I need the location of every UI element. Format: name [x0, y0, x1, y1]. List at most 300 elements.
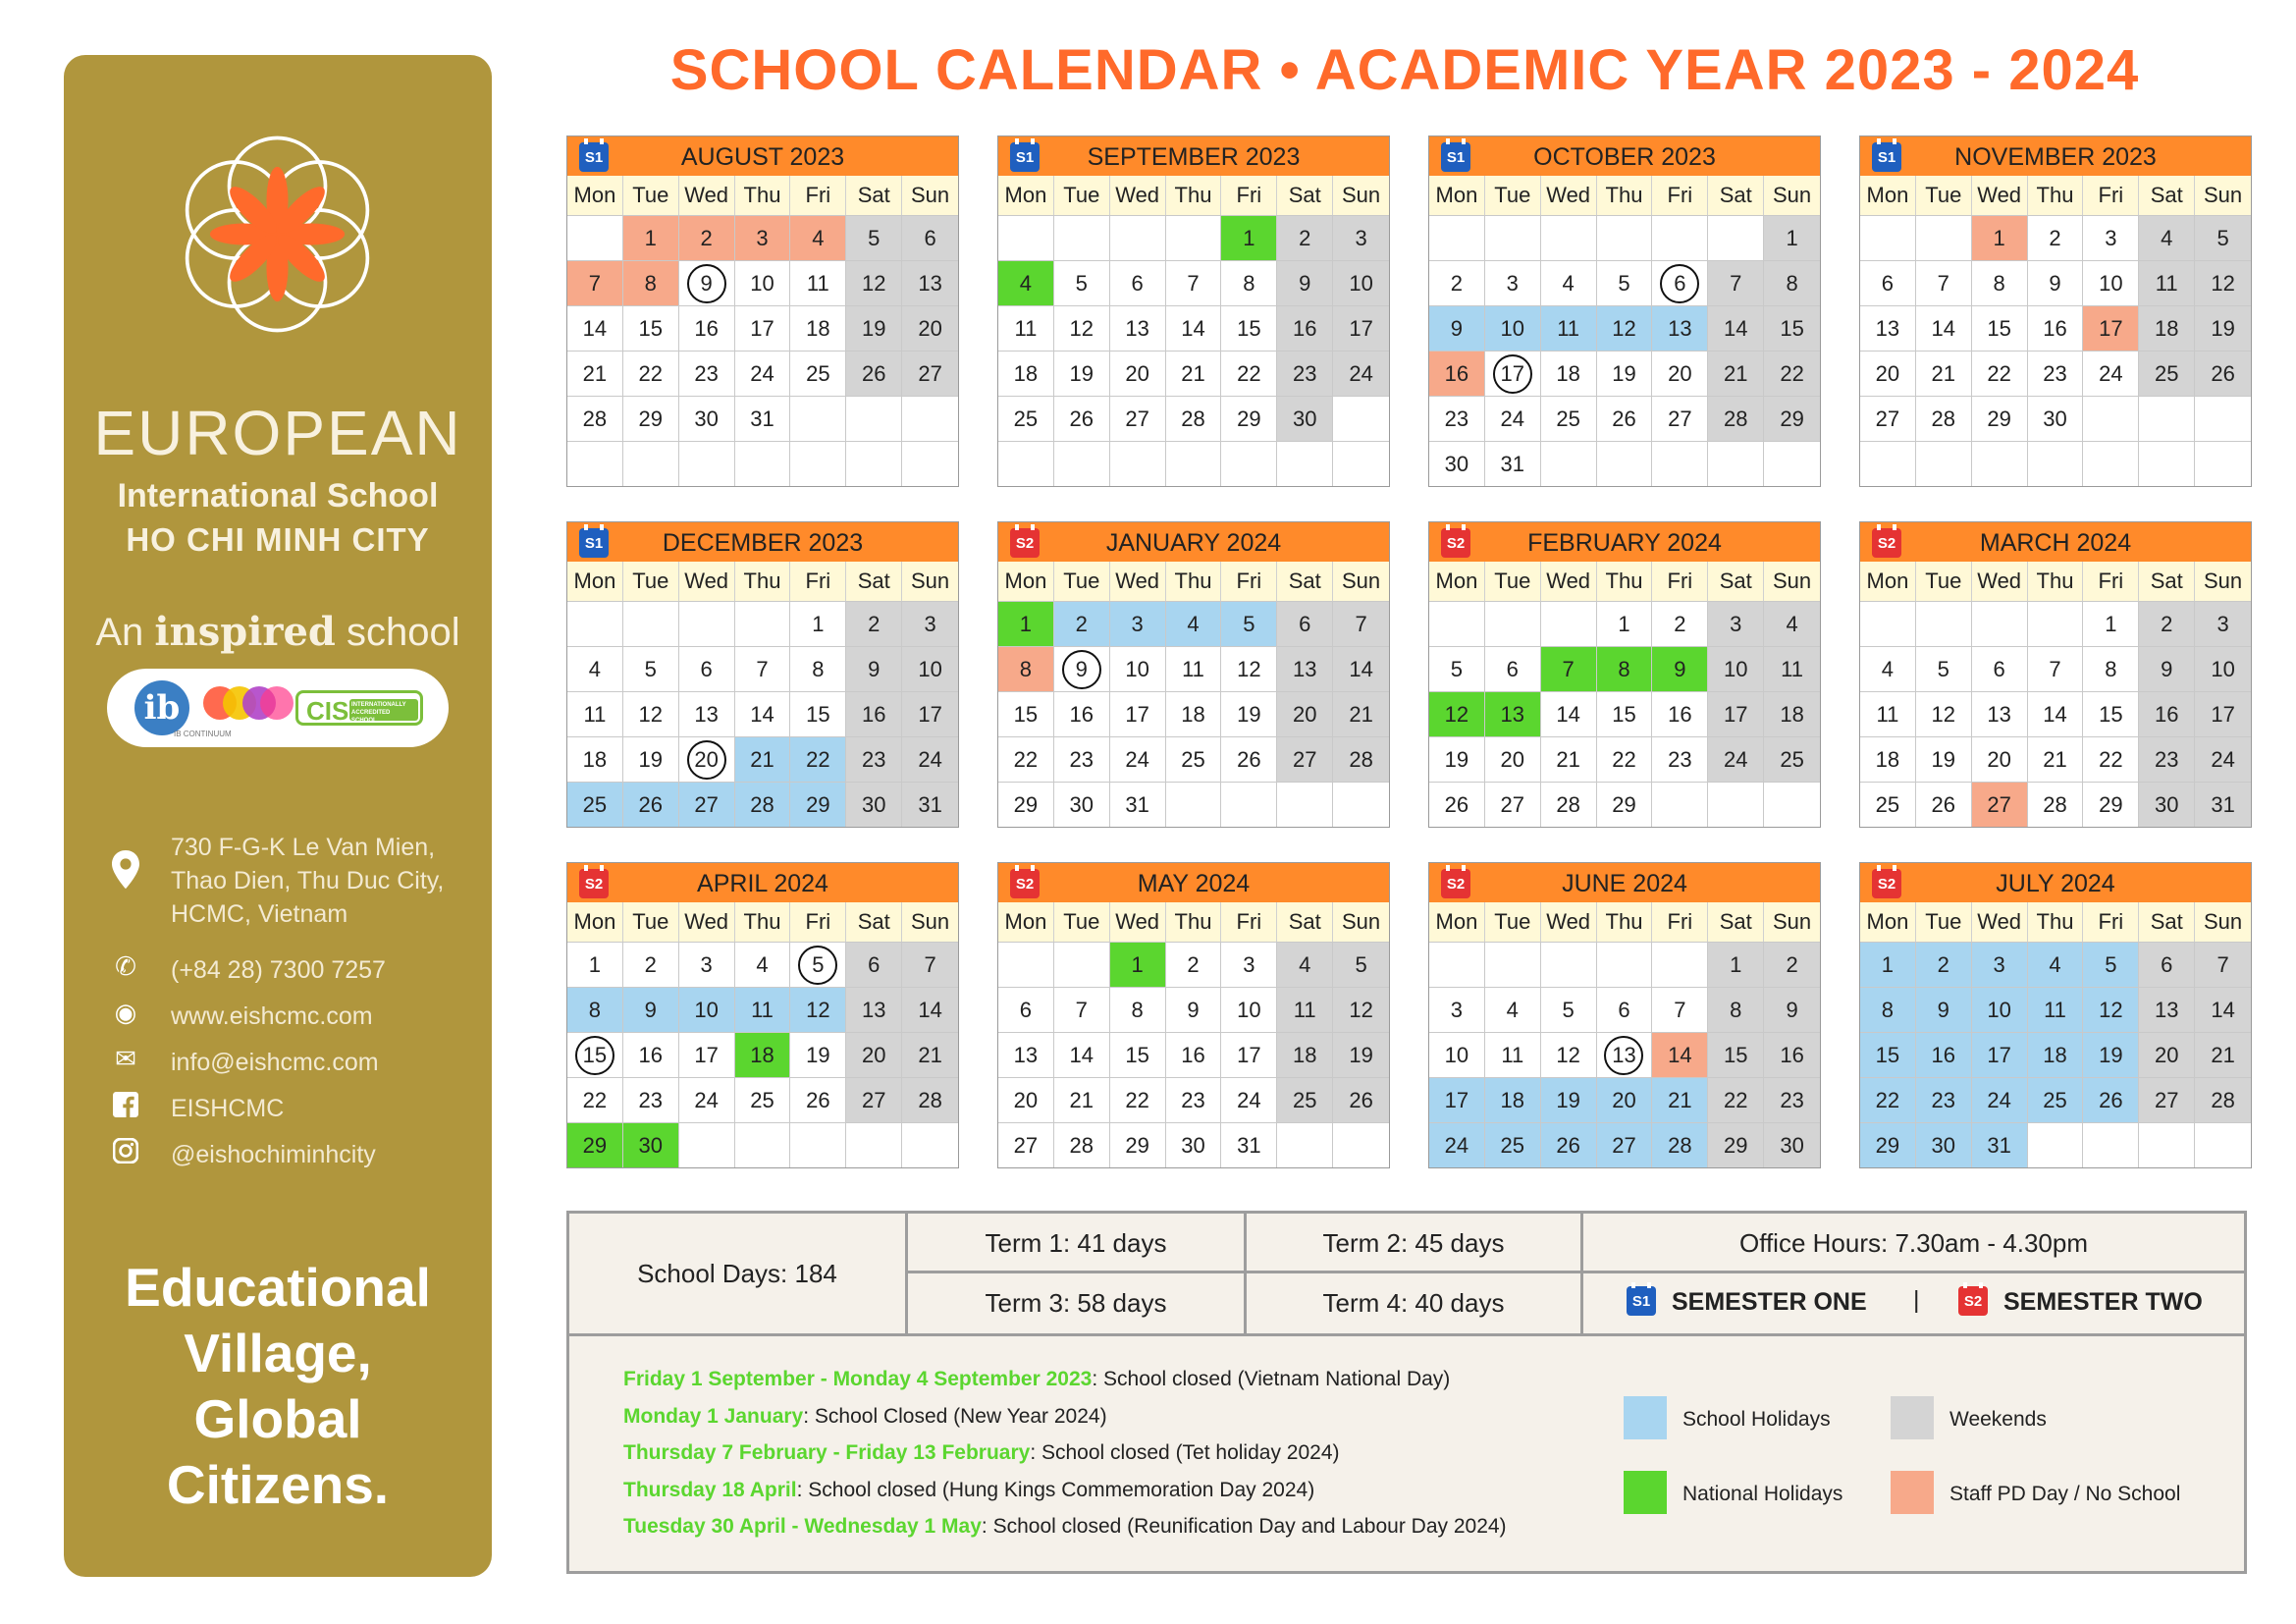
day-cell: 9 [2028, 260, 2084, 305]
empty-cell [2195, 441, 2251, 486]
weekday-label: Fri [1221, 176, 1277, 215]
empty-cell [2028, 1122, 2084, 1167]
day-cell: 29 [567, 1122, 623, 1167]
day-cell: 21 [1652, 1077, 1708, 1122]
day-cell: 13 [998, 1032, 1054, 1077]
day-cell: 2 [623, 942, 679, 987]
empty-cell [846, 396, 902, 441]
day-cell: 17 [2195, 691, 2251, 736]
day-cell: 3 [1110, 601, 1166, 646]
empty-cell [1333, 1122, 1389, 1167]
day-cell: 6 [1277, 601, 1333, 646]
day-cell: 6 [1597, 987, 1653, 1032]
empty-cell [1860, 601, 1916, 646]
month-header [567, 136, 958, 176]
brand-name: EUROPEAN [93, 398, 462, 468]
phone-icon: ✆ [115, 951, 136, 981]
day-cell: 14 [2028, 691, 2084, 736]
weekday-label: Thu [1166, 176, 1222, 215]
weekday-header [1860, 562, 2251, 601]
legend-swatch [1891, 1471, 1934, 1514]
day-cell: 16 [2139, 691, 2195, 736]
day-cell: 28 [1054, 1122, 1110, 1167]
weekday-header [567, 562, 958, 601]
day-cell: 16 [1764, 1032, 1820, 1077]
weekday-label: Sun [2203, 183, 2243, 207]
day-cell: 11 [1860, 691, 1916, 736]
day-cell: 31 [2195, 782, 2251, 827]
address-line: 730 F-G-K Le Van Mien, [171, 834, 436, 861]
weekday-label: Thu [1597, 562, 1653, 601]
day-grid [1429, 942, 1820, 1167]
day-cell: 3 [1708, 601, 1764, 646]
weekday-label: Tue [1485, 902, 1541, 942]
semester-two-icon: S2 [1441, 528, 1470, 558]
day-cell: 31 [735, 396, 791, 441]
day-cell: 17 [1110, 691, 1166, 736]
day-cell: 24 [735, 351, 791, 396]
weekday-header [1429, 902, 1820, 942]
day-cell: 20 [2139, 1032, 2195, 1077]
day-cell: 24 [1708, 736, 1764, 782]
day-cell: 14 [1652, 1032, 1708, 1077]
day-cell: 15 [1972, 305, 2028, 351]
day-cell: 1 [1597, 601, 1653, 646]
day-cell: 8 [2083, 646, 2139, 691]
day-cell [1485, 351, 1541, 396]
day-cell: 25 [2028, 1077, 2084, 1122]
day-cell: 9 [1166, 987, 1222, 1032]
day-cell: 16 [1916, 1032, 1972, 1077]
day-cell: 26 [1221, 736, 1277, 782]
empty-cell [1860, 215, 1916, 260]
brand-line-2: International School [117, 477, 439, 514]
month-header [1860, 136, 2251, 176]
day-cell: 2 [2028, 215, 2084, 260]
day-cell: 27 [679, 782, 735, 827]
circled-day: 15 [575, 1036, 614, 1075]
day-cell: 3 [1485, 260, 1541, 305]
empty-cell [735, 601, 791, 646]
empty-cell [1652, 441, 1708, 486]
month-title: FEBRUARY 2024 [1527, 529, 1722, 557]
day-cell: 18 [1485, 1077, 1541, 1122]
day-cell [1597, 1032, 1653, 1077]
empty-cell [1764, 441, 1820, 486]
weekday-label: Tue [1485, 562, 1541, 601]
school-days: School Days: 184 [569, 1214, 908, 1333]
empty-cell [1333, 441, 1389, 486]
circled-day: 9 [1062, 650, 1101, 689]
weekday-label: Mon [567, 902, 623, 942]
day-cell: 14 [1708, 305, 1764, 351]
day-cell: 25 [1541, 396, 1597, 441]
day-cell: 25 [1764, 736, 1820, 782]
day-cell: 10 [2083, 260, 2139, 305]
instagram-handle[interactable]: @eishochiminhcity [171, 1141, 376, 1168]
empty-cell [1541, 441, 1597, 486]
day-cell: 13 [846, 987, 902, 1032]
day-cell: 27 [846, 1077, 902, 1122]
day-cell: 10 [735, 260, 791, 305]
day-cell: 12 [2195, 260, 2251, 305]
empty-cell [1221, 441, 1277, 486]
day-cell: 28 [567, 396, 623, 441]
day-cell: 30 [1429, 441, 1485, 486]
day-cell: 24 [2083, 351, 2139, 396]
weekday-label: Wed [1541, 902, 1597, 942]
day-cell: 21 [902, 1032, 958, 1077]
month-title: JULY 2024 [1996, 870, 2115, 897]
day-cell: 21 [735, 736, 791, 782]
weekday-label: Sat [2139, 176, 2195, 215]
empty-cell [567, 215, 623, 260]
day-grid [567, 215, 958, 486]
semester-two-label: SEMESTER TWO [2003, 1288, 2203, 1316]
day-cell: 6 [679, 646, 735, 691]
facebook-icon [108, 1092, 143, 1127]
day-cell: 20 [1277, 691, 1333, 736]
day-cell: 31 [1221, 1122, 1277, 1167]
day-cell: 4 [567, 646, 623, 691]
semester-one-icon: S1 [1627, 1286, 1656, 1316]
day-cell: 14 [902, 987, 958, 1032]
day-cell: 14 [1916, 305, 1972, 351]
day-cell: 5 [1541, 987, 1597, 1032]
day-cell: 28 [2028, 782, 2084, 827]
weekday-label: Tue [1485, 176, 1541, 215]
empty-cell [735, 441, 791, 486]
day-cell: 29 [790, 782, 846, 827]
month-title: JUNE 2024 [1562, 870, 1687, 897]
day-cell: 18 [2028, 1032, 2084, 1077]
circled-day: 6 [1660, 264, 1699, 303]
semester-two-icon: S2 [579, 869, 609, 898]
day-cell: 4 [1541, 260, 1597, 305]
day-cell: 26 [790, 1077, 846, 1122]
day-cell: 8 [998, 646, 1054, 691]
day-cell: 24 [1485, 396, 1541, 441]
day-cell: 1 [1860, 942, 1916, 987]
day-cell: 30 [1166, 1122, 1222, 1167]
globe-icon: ◉ [114, 998, 137, 1027]
term-3: Term 3: 58 days [908, 1273, 1247, 1333]
day-cell: 3 [902, 601, 958, 646]
day-cell: 7 [735, 646, 791, 691]
month-november-2023 [1859, 135, 2252, 487]
empty-cell [1597, 215, 1653, 260]
website-link[interactable]: www.eishcmc.com [171, 1002, 373, 1030]
day-cell [1652, 260, 1708, 305]
day-cell: 3 [1429, 987, 1485, 1032]
day-cell: 24 [1221, 1077, 1277, 1122]
day-cell: 7 [1054, 987, 1110, 1032]
weekday-header [567, 902, 958, 942]
weekday-label: Sun [910, 568, 950, 593]
email-link[interactable]: info@eishcmc.com [171, 1049, 379, 1076]
weekday-label: Sat [1277, 562, 1333, 601]
day-cell: 2 [1166, 942, 1222, 987]
day-cell: 13 [1972, 691, 2028, 736]
day-cell: 17 [735, 305, 791, 351]
weekday-label: Tue [1054, 562, 1110, 601]
weekday-label: Tue [1916, 176, 1972, 215]
day-cell: 22 [790, 736, 846, 782]
weekday-label: Sat [2139, 562, 2195, 601]
circled-day: 20 [687, 740, 726, 780]
day-cell: 14 [1541, 691, 1597, 736]
empty-cell [2028, 601, 2084, 646]
day-cell: 5 [623, 646, 679, 691]
day-cell: 2 [1277, 215, 1333, 260]
weekday-label: Fri [1652, 562, 1708, 601]
day-cell: 23 [1054, 736, 1110, 782]
empty-cell [998, 942, 1054, 987]
empty-cell [790, 441, 846, 486]
facebook-handle[interactable]: EISHCMC [171, 1095, 285, 1122]
note-item: Tuesday 30 April - Wednesday 1 May: School closed (Reunification Day and Labour Day 2024) [623, 1515, 1507, 1538]
day-cell: 18 [1860, 736, 1916, 782]
day-cell: 24 [902, 736, 958, 782]
empty-cell [2083, 1122, 2139, 1167]
day-cell: 4 [1764, 601, 1820, 646]
day-cell: 30 [1764, 1122, 1820, 1167]
empty-cell [623, 601, 679, 646]
empty-cell [2083, 396, 2139, 441]
empty-cell [1708, 441, 1764, 486]
day-cell: 22 [1708, 1077, 1764, 1122]
day-cell: 18 [567, 736, 623, 782]
weekday-label: Tue [1916, 562, 1972, 601]
weekday-label: Fri [2083, 562, 2139, 601]
day-cell: 18 [790, 305, 846, 351]
day-cell: 11 [2028, 987, 2084, 1032]
weekday-label: Wed [1972, 176, 2028, 215]
day-grid [1860, 942, 2251, 1167]
month-header [1860, 522, 2251, 562]
day-cell: 12 [1054, 305, 1110, 351]
day-cell: 1 [567, 942, 623, 987]
day-cell: 15 [998, 691, 1054, 736]
empty-cell [1652, 942, 1708, 987]
legend-label: National Holidays [1682, 1483, 1843, 1505]
day-cell: 12 [1221, 646, 1277, 691]
day-cell: 15 [790, 691, 846, 736]
month-header [998, 522, 1389, 562]
office-hours: Office Hours: 7.30am - 4.30pm [1583, 1214, 2244, 1273]
day-cell: 8 [1221, 260, 1277, 305]
day-cell: 19 [623, 736, 679, 782]
empty-cell [1333, 782, 1389, 827]
day-cell: 1 [1764, 215, 1820, 260]
day-cell: 8 [1597, 646, 1653, 691]
day-cell: 7 [2195, 942, 2251, 987]
day-cell: 2 [846, 601, 902, 646]
day-cell: 30 [2028, 396, 2084, 441]
day-cell: 28 [1652, 1122, 1708, 1167]
empty-cell [1166, 215, 1222, 260]
motto-line: Village, [184, 1323, 372, 1383]
day-cell: 12 [790, 987, 846, 1032]
day-cell: 27 [1110, 396, 1166, 441]
empty-cell [1429, 215, 1485, 260]
day-cell: 7 [1541, 646, 1597, 691]
term-2: Term 2: 45 days [1247, 1214, 1583, 1273]
phone-text[interactable]: (+84 28) 7300 7257 [171, 956, 386, 984]
month-may-2024 [997, 862, 1390, 1168]
weekday-label: Sun [1772, 183, 1812, 207]
day-grid [1860, 215, 2251, 486]
empty-cell [846, 1122, 902, 1167]
ib-continuum-icon [260, 686, 294, 720]
closure-notes [623, 1361, 1507, 1545]
cis-logo [295, 690, 423, 726]
empty-cell [1972, 441, 2028, 486]
weekday-label: Wed [679, 562, 735, 601]
day-cell: 26 [1916, 782, 1972, 827]
weekday-label: Tue [623, 902, 679, 942]
day-cell: 7 [1708, 260, 1764, 305]
weekday-header [1429, 176, 1820, 215]
day-cell: 3 [1221, 942, 1277, 987]
day-cell: 28 [1708, 396, 1764, 441]
legend-label: School Holidays [1682, 1408, 1831, 1431]
day-cell: 6 [846, 942, 902, 987]
empty-cell [1485, 942, 1541, 987]
day-cell: 31 [1972, 1122, 2028, 1167]
day-cell: 27 [1485, 782, 1541, 827]
weekday-label: Sat [1277, 176, 1333, 215]
weekday-header [998, 176, 1389, 215]
month-april-2024 [566, 862, 959, 1168]
day-cell: 15 [1110, 1032, 1166, 1077]
day-cell: 17 [1429, 1077, 1485, 1122]
day-cell: 30 [1916, 1122, 1972, 1167]
day-cell: 3 [735, 215, 791, 260]
day-cell: 17 [1221, 1032, 1277, 1077]
day-cell: 2 [2139, 601, 2195, 646]
day-cell: 10 [1708, 646, 1764, 691]
day-cell: 29 [1221, 396, 1277, 441]
day-cell: 10 [1485, 305, 1541, 351]
weekday-label: Mon [1860, 562, 1916, 601]
day-cell: 13 [2139, 987, 2195, 1032]
day-cell: 1 [2083, 601, 2139, 646]
day-cell: 5 [2083, 942, 2139, 987]
day-cell: 7 [2028, 646, 2084, 691]
day-cell: 6 [998, 987, 1054, 1032]
day-cell: 1 [790, 601, 846, 646]
day-cell: 14 [2195, 987, 2251, 1032]
day-cell: 13 [1277, 646, 1333, 691]
day-cell [790, 942, 846, 987]
month-august-2023 [566, 135, 959, 487]
weekday-label: Thu [2028, 176, 2084, 215]
empty-cell [1708, 215, 1764, 260]
weekday-label: Wed [679, 176, 735, 215]
weekday-label: Fri [790, 562, 846, 601]
empty-cell [2028, 441, 2084, 486]
empty-cell [902, 1122, 958, 1167]
weekday-label: Tue [1054, 902, 1110, 942]
day-cell: 8 [1860, 987, 1916, 1032]
month-october-2023 [1428, 135, 1821, 487]
day-cell: 6 [1860, 260, 1916, 305]
day-cell: 25 [735, 1077, 791, 1122]
day-cell: 22 [1860, 1077, 1916, 1122]
day-cell: 4 [735, 942, 791, 987]
day-cell: 11 [735, 987, 791, 1032]
empty-cell [790, 1122, 846, 1167]
weekday-label: Fri [790, 902, 846, 942]
weekday-label: Wed [1541, 562, 1597, 601]
day-cell: 24 [1333, 351, 1389, 396]
address-line: Thao Dien, Thu Duc City, [171, 867, 445, 894]
brand-line-3: HO CHI MINH CITY [126, 521, 430, 558]
day-cell: 26 [1333, 1077, 1389, 1122]
day-cell: 22 [567, 1077, 623, 1122]
day-cell: 15 [623, 305, 679, 351]
day-cell: 3 [1972, 942, 2028, 987]
day-cell: 2 [1054, 601, 1110, 646]
day-cell: 7 [1916, 260, 1972, 305]
day-cell [679, 736, 735, 782]
instagram-icon [108, 1138, 143, 1173]
day-cell: 11 [1277, 987, 1333, 1032]
weekday-label: Sat [846, 176, 902, 215]
day-cell: 18 [735, 1032, 791, 1077]
day-cell: 15 [1597, 691, 1653, 736]
month-january-2024 [997, 521, 1390, 828]
day-cell: 7 [1333, 601, 1389, 646]
month-title: DECEMBER 2023 [662, 529, 864, 557]
note-item: Thursday 7 February - Friday 13 February: School closed (Tet holiday 2024) [623, 1441, 1340, 1464]
day-cell: 8 [790, 646, 846, 691]
day-cell: 7 [1652, 987, 1708, 1032]
sidebar [64, 55, 492, 1577]
weekday-label: Mon [1429, 902, 1485, 942]
month-header [1860, 863, 2251, 902]
weekday-label: Mon [998, 902, 1054, 942]
legend-label: Staff PD Day / No School [1949, 1483, 2181, 1505]
day-cell: 16 [2028, 305, 2084, 351]
day-cell: 22 [623, 351, 679, 396]
empty-cell [1485, 601, 1541, 646]
circled-day: 5 [798, 946, 837, 985]
empty-cell [1916, 601, 1972, 646]
weekday-label: Sun [2203, 568, 2243, 593]
day-cell: 11 [1541, 305, 1597, 351]
day-cell: 20 [1972, 736, 2028, 782]
day-cell: 30 [2139, 782, 2195, 827]
day-cell: 4 [2139, 215, 2195, 260]
empty-cell [2083, 441, 2139, 486]
day-cell: 4 [790, 215, 846, 260]
address-line: HCMC, Vietnam [171, 900, 348, 928]
empty-cell [1764, 782, 1820, 827]
weekday-label: Wed [1972, 562, 2028, 601]
tagline-bold: inspired [154, 609, 336, 655]
weekday-label: Mon [567, 562, 623, 601]
empty-cell [1054, 215, 1110, 260]
day-cell: 4 [1277, 942, 1333, 987]
day-cell: 20 [1485, 736, 1541, 782]
weekday-label: Thu [735, 902, 791, 942]
day-cell: 17 [902, 691, 958, 736]
day-cell: 19 [2083, 1032, 2139, 1077]
day-cell: 8 [1972, 260, 2028, 305]
empty-cell [567, 441, 623, 486]
